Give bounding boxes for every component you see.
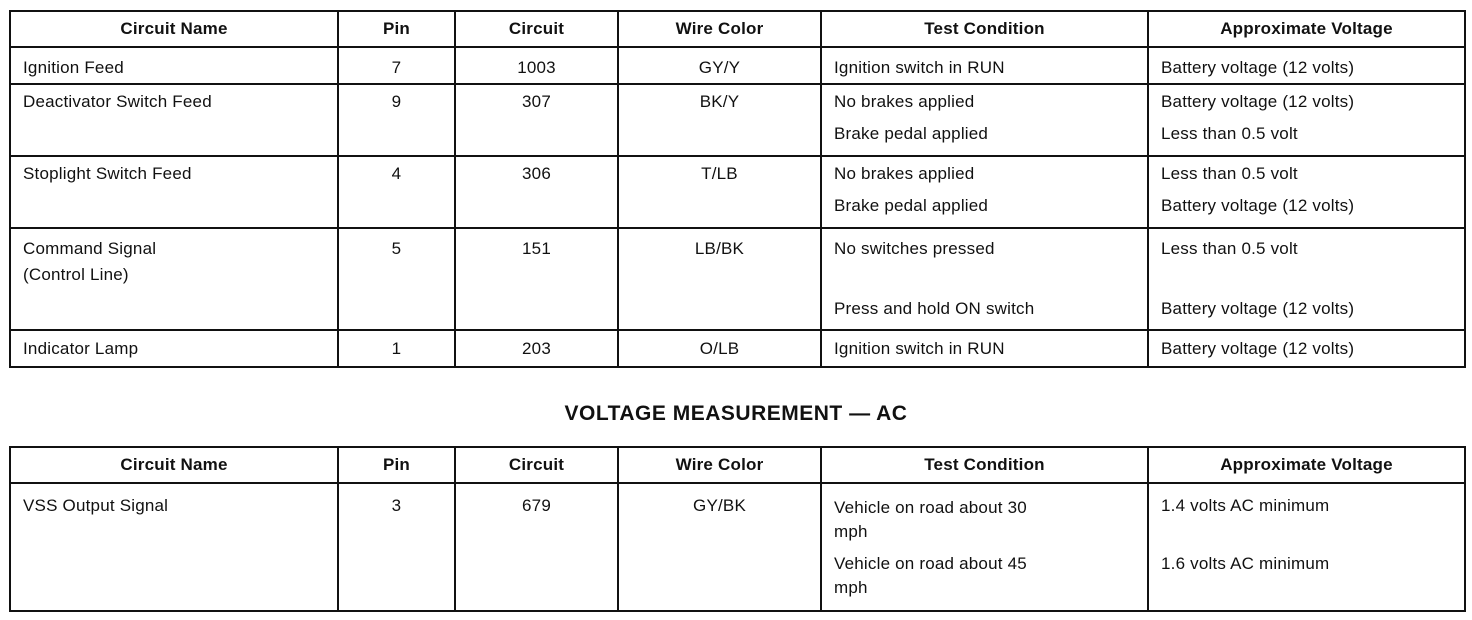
wire-color-text: LB/BK (694, 239, 745, 258)
test-condition-text: Ignition switch in RUN (834, 339, 1005, 358)
pin-text: 4 (391, 164, 402, 183)
cell-circuit (455, 47, 618, 84)
cell-circuit (455, 156, 618, 228)
header-approx-voltage: Approximate Voltage (1148, 447, 1465, 483)
test-condition-text: Press and hold ON switch (834, 299, 1035, 318)
header-circuit: Circuit (455, 11, 618, 47)
test-condition-text: mph (834, 522, 868, 541)
table-row (10, 483, 1465, 611)
cell-pin (338, 330, 455, 367)
header-wire-color: Wire Color (618, 11, 821, 47)
cell-wire-color (618, 84, 821, 156)
table-row (10, 228, 1465, 330)
cell-test-condition (821, 156, 1148, 228)
cell-pin (338, 228, 455, 330)
circuit-name-text: Deactivator Switch Feed (23, 92, 212, 111)
wire-color-text: GY/Y (698, 58, 741, 77)
pin-text: 5 (391, 239, 402, 258)
cell-pin (338, 156, 455, 228)
cell-wire-color (618, 47, 821, 84)
voltage-text: Battery voltage (12 volts) (1161, 299, 1355, 318)
circuit-name-text: Indicator Lamp (23, 339, 139, 358)
header-circuit-name: Circuit Name (10, 447, 338, 483)
cell-circuit-name (10, 47, 338, 84)
cell-circuit (455, 228, 618, 330)
table-row (10, 84, 1465, 156)
cell-circuit-name (10, 84, 338, 156)
cell-approx-voltage (1148, 483, 1465, 611)
header-circuit: Circuit (455, 447, 618, 483)
voltage-text: Battery voltage (12 volts) (1161, 339, 1355, 358)
voltage-text: 1.4 volts AC minimum (1161, 496, 1330, 515)
circuit-text: 307 (522, 92, 551, 111)
voltage-text: Less than 0.5 volt (1161, 239, 1298, 258)
voltage-text: Battery voltage (12 volts) (1161, 92, 1355, 111)
voltage-text: Battery voltage (12 volts) (1161, 196, 1355, 215)
cell-approx-voltage (1148, 156, 1465, 228)
cell-pin (338, 483, 455, 611)
wire-color-text: O/LB (699, 339, 740, 358)
cell-approx-voltage (1148, 47, 1465, 84)
wire-color-text: GY/BK (693, 496, 746, 515)
dc-header-row (10, 11, 1465, 47)
cell-test-condition (821, 483, 1148, 611)
circuit-name-text: Stoplight Switch Feed (23, 164, 192, 183)
header-wire-color: Wire Color (618, 447, 821, 483)
cell-wire-color (618, 228, 821, 330)
header-pin: Pin (338, 11, 455, 47)
cell-test-condition (821, 330, 1148, 367)
header-approx-voltage: Approximate Voltage (1148, 11, 1465, 47)
voltage-text: Less than 0.5 volt (1161, 124, 1298, 143)
cell-approx-voltage (1148, 330, 1465, 367)
circuit-name-text: VSS Output Signal (23, 496, 169, 515)
header-pin: Pin (338, 447, 455, 483)
dc-voltage-table (9, 10, 1466, 368)
ac-voltage-table (9, 446, 1466, 612)
cell-test-condition (821, 84, 1148, 156)
circuit-name-text: Command Signal (23, 239, 157, 258)
cell-circuit (455, 483, 618, 611)
cell-wire-color (618, 156, 821, 228)
cell-test-condition (821, 47, 1148, 84)
cell-approx-voltage (1148, 84, 1465, 156)
test-condition-text: mph (834, 578, 868, 597)
circuit-text: 306 (522, 164, 551, 183)
circuit-name-text: (Control Line) (23, 265, 129, 284)
pin-text: 7 (391, 58, 402, 77)
voltage-text: Battery voltage (12 volts) (1161, 58, 1355, 77)
pin-text: 1 (391, 339, 402, 358)
test-condition-text: No brakes applied (834, 92, 975, 111)
header-test-condition: Test Condition (821, 447, 1148, 483)
cell-approx-voltage (1148, 228, 1465, 330)
circuit-text: 1003 (517, 58, 556, 77)
circuit-text: 203 (522, 339, 551, 358)
voltage-text: 1.6 volts AC minimum (1161, 554, 1330, 573)
cell-circuit (455, 84, 618, 156)
test-condition-text: No brakes applied (834, 164, 975, 183)
cell-wire-color (618, 330, 821, 367)
test-condition-text: Ignition switch in RUN (834, 58, 1005, 77)
circuit-text: 679 (522, 496, 551, 515)
wire-color-text: T/LB (701, 164, 738, 183)
header-circuit-name: Circuit Name (10, 11, 338, 47)
cell-circuit-name (10, 228, 338, 330)
section-title: VOLTAGE MEASUREMENT — AC (564, 402, 908, 425)
test-condition-text: Vehicle on road about 30 (834, 498, 1027, 517)
cell-wire-color (618, 483, 821, 611)
cell-test-condition (821, 228, 1148, 330)
header-test-condition: Test Condition (821, 11, 1148, 47)
test-condition-text: Brake pedal applied (834, 124, 989, 143)
cell-circuit-name (10, 156, 338, 228)
ac-header-row (10, 447, 1465, 483)
table-row (10, 156, 1465, 228)
cell-circuit (455, 330, 618, 367)
test-condition-text: No switches pressed (834, 239, 995, 258)
cell-circuit-name (10, 483, 338, 611)
wire-color-text: BK/Y (699, 92, 740, 111)
table-row (10, 330, 1465, 367)
test-condition-text: Brake pedal applied (834, 196, 989, 215)
voltage-text: Less than 0.5 volt (1161, 164, 1298, 183)
cell-circuit-name (10, 330, 338, 367)
cell-pin (338, 47, 455, 84)
pin-text: 3 (391, 496, 402, 515)
test-condition-text: Vehicle on road about 45 (834, 554, 1027, 573)
circuit-text: 151 (522, 239, 551, 258)
table-row (10, 47, 1465, 84)
cell-pin (338, 84, 455, 156)
circuit-name-text: Ignition Feed (23, 58, 124, 77)
pin-text: 9 (391, 92, 402, 111)
